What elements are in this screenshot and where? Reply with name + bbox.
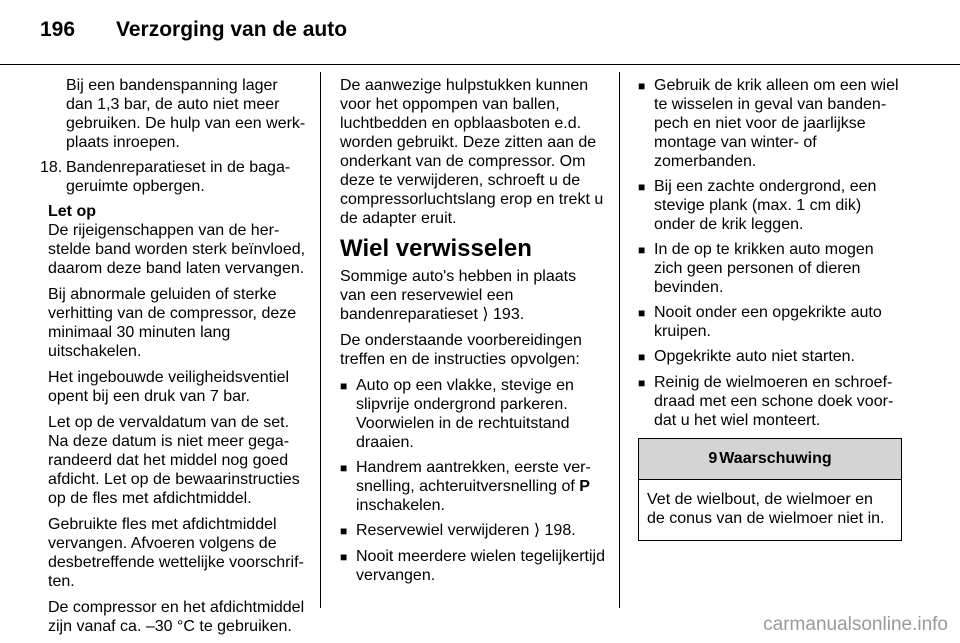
warning-box (638, 438, 902, 541)
list-item-text: Auto op een vlakke, stevige en slipvrije ondergrond parkeren. Voorwielen in de rechtuitstand draaien. (356, 377, 574, 451)
warning-triangle-icon: 9 (708, 450, 718, 467)
column-divider (619, 72, 620, 608)
list-item (340, 376, 606, 452)
watermark: carmanualsonline.info (763, 614, 948, 635)
numbered-item-18 (40, 158, 306, 196)
bullet-list (340, 376, 606, 585)
section-heading: Wiel verwisselen (340, 235, 532, 262)
note-label: Let op (48, 203, 96, 220)
page-title: Verzorging van de auto (116, 18, 348, 41)
list-item-text: Reservewiel verwijderen ⟩ 198. (356, 522, 576, 539)
column-middle (340, 76, 606, 591)
list-item-text: Nooit meerdere wielen tegelijkertijd vervangen. (356, 548, 606, 584)
bullet-icon: ■ (638, 376, 646, 390)
paragraph: Bij abnormale geluiden of sterke verhitting van de compressor, deze minimaal 30 minuten lang uitschakelen. (48, 286, 297, 360)
paragraph: Het ingebouwde veiligheidsventiel opent bij een druk van 7 bar. (48, 369, 290, 405)
list-item (638, 303, 902, 341)
list-item-text: Reinig de wielmoeren en schroefdraad met een schone doek voordat u het wiel monteert. (654, 374, 894, 429)
item-text: Bandenreparatieset in de bagageruimte opbergen. (66, 159, 291, 195)
bullet-icon: ■ (638, 180, 646, 194)
column-divider (320, 72, 321, 608)
paragraph: De aanwezige hulpstukken kunnen voor het oppompen van ballen, luchtbedden en opblaasboten e.d. worden gebruikt. Deze zitten aan de onderkant van de compressor. Om deze te verwijderen, schroeft u de compressorluchtslang erop en trekt u de adapter eruit. (340, 77, 604, 227)
list-item (638, 347, 902, 367)
warning-title: Waarschuwing (719, 450, 832, 467)
warning-header (639, 439, 901, 480)
list-item (638, 373, 902, 430)
list-item (340, 521, 606, 541)
bullet-icon: ■ (638, 243, 646, 257)
list-item-text: Opgekrikte auto niet starten. (654, 348, 855, 365)
list-item-text: Bij een zachte ondergrond, een stevige plank (max. 1 cm dik) onder de krik leggen. (654, 178, 877, 233)
paragraph: Let op de vervaldatum van de set. Na deze datum is niet meer gegarandeerd dat het middel nog goed afdicht. Let op de bewaarinstructies op de fles met afdichtmiddel. (48, 414, 300, 507)
paragraph: De onderstaande voorbereidingen treffen en de instructies opvolgen: (340, 332, 582, 368)
list-item (638, 177, 902, 234)
page-header (40, 18, 347, 48)
list-item (638, 240, 902, 297)
paragraph: Sommige auto's hebben in plaats van een reservewiel een bandenreparatieset ⟩ 193. (340, 268, 577, 323)
list-item-text: Gebruik de krik alleen om een wiel te wisselen in geval van bandenpech en niet voor de jaarlijkse montage van winter- of zomerbanden. (654, 77, 899, 170)
list-item-text: Nooit onder een opgekrikte auto kruipen. (654, 304, 882, 340)
note-block (40, 202, 306, 636)
paragraph: De compressor en het afdichtmiddel zijn vanaf ca. –30 °C te gebruiken. (48, 599, 305, 635)
header-divider (0, 64, 960, 65)
column-left (40, 76, 306, 643)
bullet-icon: ■ (638, 79, 646, 93)
item-number: 18. (40, 159, 63, 176)
bullet-icon: ■ (638, 306, 646, 320)
page-number: 196 (40, 18, 76, 41)
bullet-icon: ■ (340, 550, 348, 564)
list-item-text: In de op te krikken auto mogen zich geen personen of dieren bevinden. (654, 241, 874, 296)
gear-letter: P (579, 478, 590, 495)
warning-text: Vet de wielbout, de wielmoer en de conus van de wielmoer niet in. (647, 491, 885, 527)
bullet-icon: ■ (340, 379, 348, 393)
bullet-icon: ■ (340, 461, 348, 475)
list-item (340, 458, 606, 515)
bullet-icon: ■ (340, 524, 348, 538)
bullet-icon: ■ (638, 350, 646, 364)
list-item (340, 547, 606, 585)
list-item-text: Handrem aantrekken, eerste versnelling, achteruitversnelling of P inschakelen. (356, 459, 591, 514)
list-item-continuation: Bij een bandenspanning lager dan 1,3 bar, de auto niet meer gebruiken. De hulp van een werkplaats inroepen. (66, 77, 306, 151)
paragraph: Gebruikte fles met afdichtmiddel vervangen. Afvoeren volgens de desbetreffende wettelijke voorschriften. (48, 516, 304, 590)
note-text: De rijeigenschappen van de herstelde band worden sterk beïnvloed, daarom deze band laten vervangen. (48, 222, 306, 277)
list-item (638, 76, 902, 171)
column-right (638, 76, 902, 541)
bullet-list (638, 76, 902, 430)
